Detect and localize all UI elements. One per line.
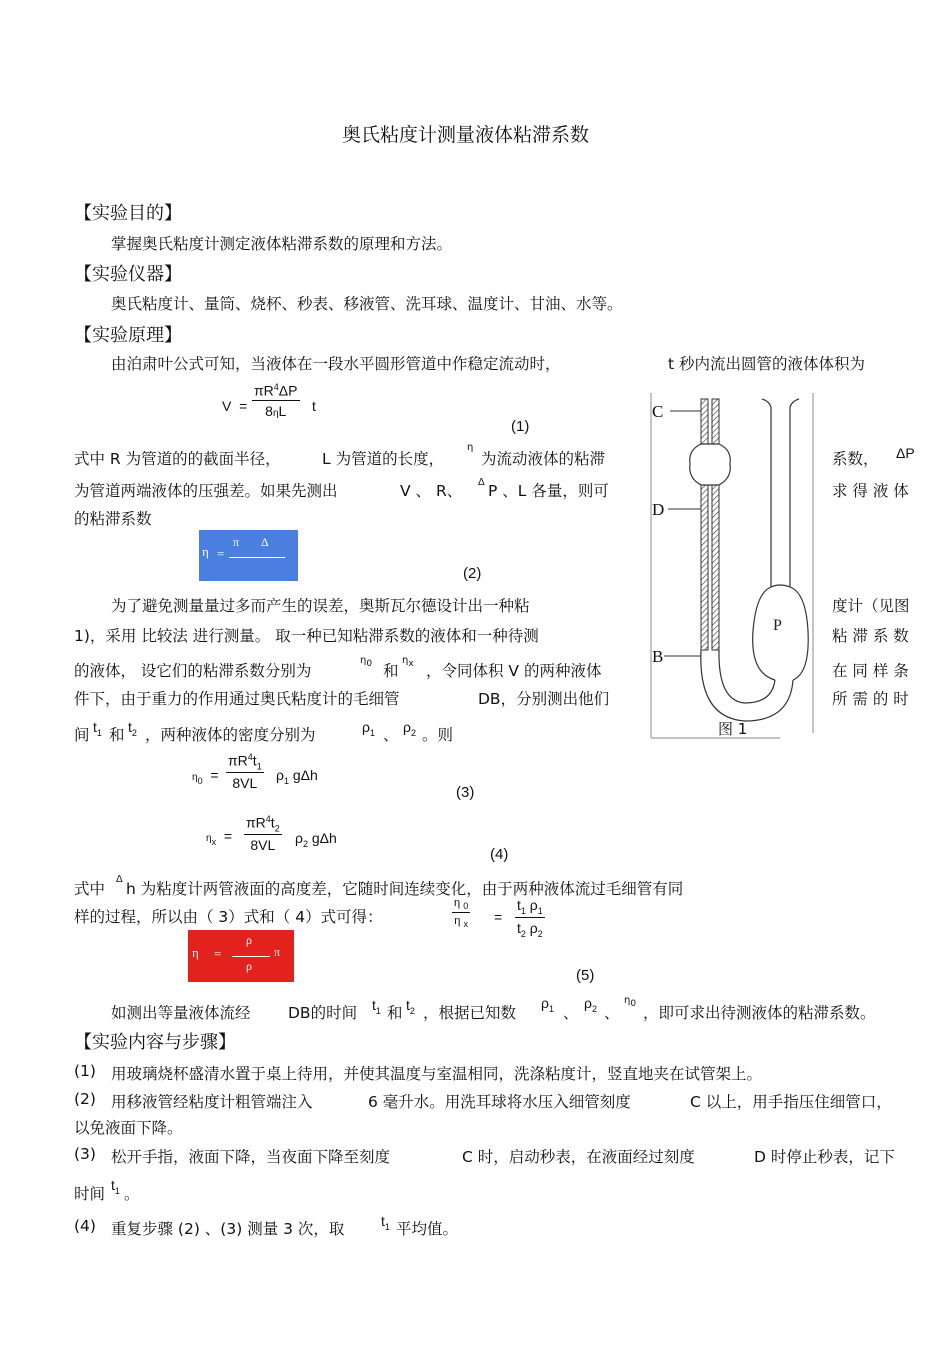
principle-p12-g: ，即可求出待测液体的粘滞系数。 xyxy=(643,1004,876,1022)
principle-p2-c: 为流动液体的粘滞 xyxy=(481,450,606,468)
principle-p12-a: 如测出等量液体流经 xyxy=(111,1004,251,1022)
principle-p8-c: 所 需 的 时 xyxy=(832,690,909,708)
eq4-number: (4) xyxy=(490,846,509,863)
step-3-text-a: 松开手指，液面下降，当夜面下降至刻度 xyxy=(111,1148,391,1166)
purpose-text: 掌握奥氏粘度计测定液体粘滞系数的原理和方法。 xyxy=(111,235,453,253)
eq4-fraction: $\frac{\pi R^4t_2}{8VL}$ xyxy=(246,814,280,854)
eq1-lhs: V = xyxy=(222,398,248,414)
rho2-symbol: $\rho_2$ xyxy=(403,719,416,738)
etax-symbol: $\eta_x$ xyxy=(402,655,414,669)
step-2-text-b: 6 毫升水。用洗耳球将水压入细管刻度 xyxy=(368,1093,631,1111)
eq4-lhs: $\eta_x$ = xyxy=(206,828,233,847)
figure-caption: 图 1 xyxy=(718,720,748,738)
principle-p1-left: 由泊肃叶公式可知，当液体在一段水平圆形管道中作稳定流动时， xyxy=(111,355,561,373)
eq3-fraction: $\frac{\pi R^4t_1}{8VL}$ xyxy=(228,752,262,792)
principle-p7-b: 和 xyxy=(383,662,399,680)
principle-p5-b: 度计（见图 xyxy=(832,597,910,615)
principle-p3-a: 为管道两端液体的压强差。如果先测出 xyxy=(74,482,338,500)
principle-p10-a: 式中 xyxy=(74,880,106,898)
principle-p10-b: h 为粘度计两管液面的高度差，它随时间连续变化，由于两种液体流过毛细管有同 xyxy=(126,880,684,898)
principle-p3-c: P 、L 各量，则可 xyxy=(488,482,609,500)
principle-p6-b: 粘 滞 系 数 xyxy=(832,627,909,645)
principle-p7-d: 在 同 样 条 xyxy=(832,662,909,680)
principle-p11: 样的过程，所以由（ 3）式和（ 4）式可得： xyxy=(74,908,383,926)
principle-p1-right: t 秒内流出圆管的液体体积为 xyxy=(668,355,866,373)
rho1-symbol-2: $\rho_1$ xyxy=(541,995,554,1014)
figure-label-c: C xyxy=(652,402,664,421)
t1-symbol: $t_1$ xyxy=(93,719,102,738)
step-3-text-c: D 时停止秒表，记下 xyxy=(754,1148,895,1166)
eq3-rhs: $\rho_1$ gΔh xyxy=(276,767,318,786)
step-3-text-b: C 时，启动秒表，在液面经过刻度 xyxy=(462,1148,695,1166)
step-3-num: (3) xyxy=(74,1145,96,1163)
principle-p12-c: 和 xyxy=(387,1004,403,1022)
step-3-text-d: 时间 xyxy=(74,1185,106,1203)
eq5-equals: = xyxy=(494,909,503,925)
step-4-text-b: 平均值。 xyxy=(396,1220,459,1238)
step-3-text-e: 。 xyxy=(124,1185,140,1203)
principle-p9-b: 和 xyxy=(109,726,125,744)
principle-p9-d: 、 xyxy=(383,726,399,744)
step-2-text-d: 以免液面下降。 xyxy=(74,1119,183,1137)
heading-principle: 【实验原理】 xyxy=(74,325,182,346)
t2-symbol-2: $t_2$ xyxy=(406,997,415,1016)
t1-symbol-2: $t_1$ xyxy=(372,997,381,1016)
t1-symbol-3: $t_1$ xyxy=(111,1177,120,1196)
principle-p9-a: 间 xyxy=(74,726,90,744)
step-2-num: (2) xyxy=(74,1090,96,1108)
eta0-symbol: $\eta_0$ xyxy=(360,655,373,669)
eta0-symbol-2: $\eta_0$ xyxy=(624,995,637,1009)
eq1-number: (1) xyxy=(511,418,530,435)
page-title: 奥氏粘度计测量液体粘滞系数 xyxy=(342,124,590,146)
figure-label-d: D xyxy=(652,500,665,519)
heading-purpose: 【实验目的】 xyxy=(74,203,182,224)
principle-p5-a: 为了避免测量量过多而产生的误差，奥斯瓦尔德设计出一种粘 xyxy=(111,597,530,615)
figure-label-p: P xyxy=(773,617,782,634)
heading-instruments: 【实验仪器】 xyxy=(74,264,182,285)
instruments-text: 奥氏粘度计、量筒、烧杯、秒表、移液管、洗耳球、温度计、甘油、水等。 xyxy=(111,295,623,313)
principle-p12-d: ，根据已知数 xyxy=(423,1004,517,1022)
principle-p8-b: DB，分别测出他们 xyxy=(478,690,610,708)
principle-p3-b: V 、 R、 xyxy=(400,482,463,500)
eq5-image: η = ρ ρ π xyxy=(188,930,294,982)
principle-p8-a: 件下，由于重力的作用通过奥氏粘度计的毛细管 xyxy=(74,690,400,708)
principle-p7-c: ，令同体积 V 的两种液体 xyxy=(426,662,602,680)
rho1-symbol: $\rho_1$ xyxy=(362,719,375,738)
t2-symbol: $t_2$ xyxy=(128,719,137,738)
eq5-number: (5) xyxy=(576,967,595,984)
delta-symbol: Δ xyxy=(478,477,485,488)
principle-p7-a: 的液体， 设它们的粘滞系数分别为 xyxy=(74,662,312,680)
heading-steps: 【实验内容与步骤】 xyxy=(74,1032,236,1053)
principle-p4: 的粘滞系数 xyxy=(74,510,152,528)
eq5-lhs-fraction: $\frac{\eta _0}{\eta _x}$ xyxy=(454,897,469,930)
delta-h-symbol: Δ xyxy=(116,874,123,885)
principle-p12-b: DB的时间 xyxy=(288,1004,358,1022)
step-2-text-c: C 以上，用手指压住细管口， xyxy=(690,1093,892,1111)
figure-label-b: B xyxy=(652,647,664,666)
eq4-rhs: $\rho_2$ gΔh xyxy=(295,830,337,849)
step-1-num: (1) xyxy=(74,1062,96,1080)
principle-p2-d: 系数， xyxy=(832,450,879,468)
principle-p12-e: 、 xyxy=(563,1004,579,1022)
principle-p12-f: 、 xyxy=(604,1004,620,1022)
principle-p6-a: 1)，采用 比较法 进行测量。 取一种已知粘滞系数的液体和一种待测 xyxy=(74,627,539,645)
delta-p-symbol: ΔP xyxy=(896,445,915,461)
step-1-text: 用玻璃烧杯盛清水置于桌上待用，并使其温度与室温相同，洗涤粘度计，竖直地夹在试管架上。 xyxy=(111,1065,763,1083)
principle-p2-b: L 为管道的长度， xyxy=(322,450,445,468)
eta-symbol: η xyxy=(467,442,474,453)
principle-p9-e: 。则 xyxy=(422,726,454,744)
eq1-fraction: $\frac{\pi R^4\Delta P}{8\eta L}$ xyxy=(254,382,298,419)
eq2-image: η = π Δ xyxy=(199,530,298,581)
principle-p9-c: ，两种液体的密度分别为 xyxy=(145,726,316,744)
step-4-num: (4) xyxy=(74,1217,96,1235)
eq3-number: (3) xyxy=(456,784,475,801)
principle-p2-a: 式中 R 为管道的的截面半径， xyxy=(74,450,281,468)
eq1-t: t xyxy=(312,398,316,414)
step-2-text-a: 用移液管经粘度计粗管端注入 xyxy=(111,1093,313,1111)
eq5-rhs-fraction: $\frac{t_1 \rho_1}{t_2 \rho_2}$ xyxy=(517,897,543,939)
principle-p3-d: 求 得 液 体 xyxy=(832,482,909,500)
rho2-symbol-2: $\rho_2$ xyxy=(584,995,597,1014)
eq3-lhs: $\eta_0$ = xyxy=(192,767,219,786)
eq2-number: (2) xyxy=(463,565,482,582)
viscometer-figure xyxy=(650,393,816,743)
step-4-text-a: 重复步骤 (2) 、(3) 测量 3 次，取 xyxy=(111,1220,345,1238)
t1-symbol-4: $t_1$ xyxy=(381,1213,390,1232)
